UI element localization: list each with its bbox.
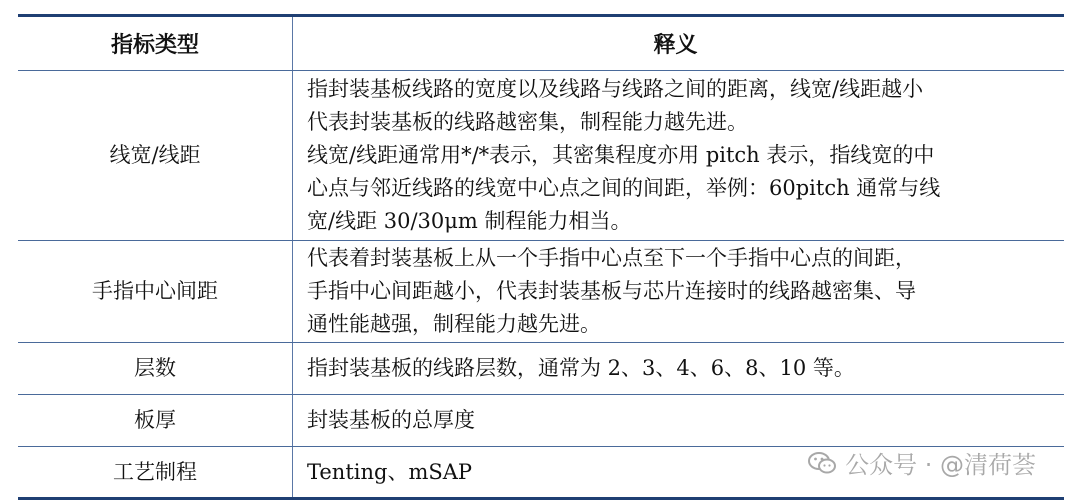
table-row [18, 71, 1064, 240]
indicator-table [18, 14, 1064, 500]
table-row [18, 241, 1064, 342]
row-desc [293, 343, 1064, 394]
desc-line: 代表封装基板的线路越密集，制程能力越先进。 [307, 110, 748, 134]
row-type: 板厚 [18, 395, 293, 446]
desc-line: 代表着封装基板上从一个手指中心点至下一个手指中心点的间距， [307, 246, 916, 270]
desc-line: 封装基板的总厚度 [307, 408, 475, 432]
desc-line: 指封装基板线路的宽度以及线路与线路之间的距离，线宽/线距越小 [307, 77, 924, 101]
row-desc [293, 395, 1064, 446]
header-type: 指标类型 [18, 17, 293, 70]
wechat-icon [807, 451, 837, 475]
desc-line: 心点与邻近线路的线宽中心点之间的间距，举例：60pitch 通常与线 [307, 176, 941, 200]
table-row [18, 395, 1064, 446]
desc-line: 手指中心间距越小，代表封装基板与芯片连接时的线路越密集、导 [307, 279, 916, 303]
header-desc: 释义 [653, 32, 698, 58]
row-type: 工艺制程 [18, 447, 293, 497]
desc-line: Tenting、mSAP [307, 459, 473, 484]
table-header-row [18, 17, 1064, 70]
desc-line: 线宽/线距通常用*/*表示，其密集程度亦用 pitch 表示，指线宽的中 [307, 143, 935, 167]
table-bottom-rule [18, 497, 1064, 500]
row-type: 线宽/线距 [18, 71, 293, 240]
watermark-text: 公众号 · @清荷荟 [845, 451, 1036, 479]
desc-line: 指封装基板的线路层数，通常为 2、3、4、6、8、10 等。 [307, 356, 855, 380]
watermark [807, 445, 1036, 480]
desc-line: 通性能越强，制程能力越先进。 [307, 312, 601, 336]
row-desc [293, 241, 1064, 342]
row-desc [293, 71, 1064, 240]
row-type: 层数 [18, 343, 293, 394]
desc-line: 宽/线距 30/30μm 制程能力相当。 [307, 209, 632, 233]
table-row [18, 343, 1064, 394]
row-type: 手指中心间距 [18, 241, 293, 342]
